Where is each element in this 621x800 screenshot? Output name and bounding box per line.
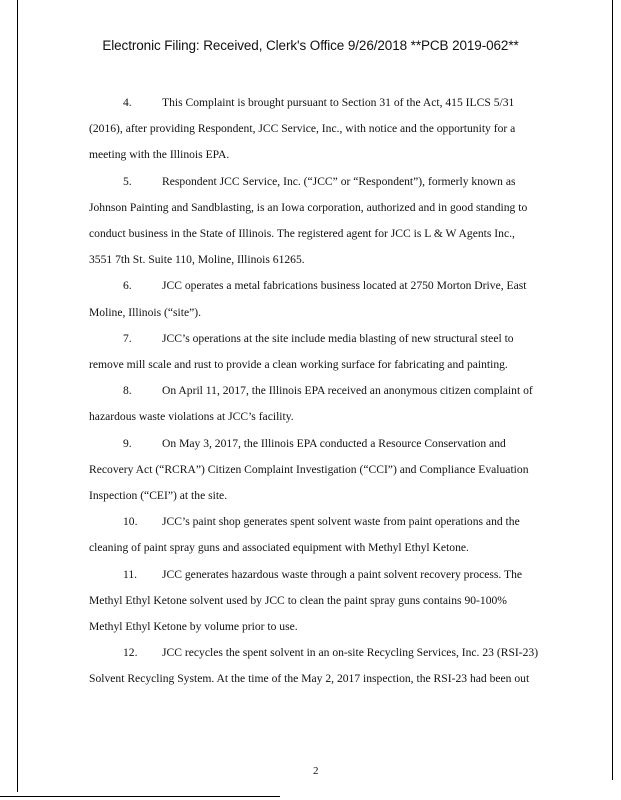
paragraph-line: Methyl Ethyl Ketone solvent used by JCC to clean the paint spray guns contains 90-100%: [89, 593, 507, 607]
paragraph-line: (2016), after providing Respondent, JCC Service, Inc., with notice and the opportunity for a: [89, 122, 516, 136]
scan-border-right: [612, 0, 613, 780]
paragraph-line: Respondent JCC Service, Inc. (“JCC” or “Respondent”), formerly known as: [162, 174, 516, 188]
paragraph-number: 6.: [123, 279, 132, 293]
paragraph-line: remove mill scale and rust to provide a clean working surface for fabricating and painting.: [89, 358, 508, 371]
paragraph-line: Moline, Illinois (“site”).: [89, 305, 202, 319]
paragraph-line: 3551 7th St. Suite 110, Moline, Illinois 61265.: [89, 253, 305, 267]
paragraph-line: Solvent Recycling System. At the time of the May 2, 2017 inspection, the RSI-23 had been out: [89, 672, 530, 686]
filing-header: Electronic Filing: Received, Clerk's Office 9/26/2018 **PCB 2019-062**: [102, 38, 519, 53]
paragraph-number: 7.: [123, 331, 132, 345]
paragraph-number: 9.: [123, 436, 132, 450]
paragraph-line: Inspection (“CEI”) at the site.: [89, 489, 228, 502]
scan-border-bottom: [0, 796, 280, 797]
paragraph-line: JCC generates hazardous waste through a paint solvent recovery process. The: [162, 567, 523, 581]
paragraph-line: hazardous waste violations at JCC’s facility.: [89, 410, 294, 424]
paragraph-number: 4.: [123, 96, 132, 109]
paragraph-line: On April 11, 2017, the Illinois EPA received an anonymous citizen complaint of: [162, 384, 533, 398]
paragraph-line: Methyl Ethyl Ketone by volume prior to use.: [89, 620, 298, 633]
paragraph-number: 11.: [123, 567, 138, 581]
paragraph-line: JCC’s operations at the site include media blasting of new structural steel to: [162, 331, 514, 345]
paragraph-line: This Complaint is brought pursuant to Section 31 of the Act, 415 ILCS 5/31: [162, 96, 515, 109]
paragraph-line: meeting with the Illinois EPA.: [89, 148, 230, 162]
paragraph-line: JCC recycles the spent solvent in an on-site Recycling Services, Inc. 23 (RSI-23): [162, 646, 539, 660]
paragraph-number: 10.: [123, 515, 138, 529]
paragraph-number: 5.: [123, 174, 132, 188]
paragraph-line: cleaning of paint spray guns and associated equipment with Methyl Ethyl Ketone.: [89, 541, 469, 555]
paragraph-number: 12.: [123, 646, 138, 660]
paragraph-line: JCC operates a metal fabrications business located at 2750 Morton Drive, East: [162, 279, 527, 293]
paragraph-line: conduct business in the State of Illinois. The registered agent for JCC is L & W Agents Inc.,: [89, 227, 515, 240]
paragraph-number: 8.: [123, 384, 132, 398]
paragraph-line: JCC’s paint shop generates spent solvent waste from paint operations and the: [162, 515, 520, 529]
page-number: 2: [313, 765, 319, 777]
paragraph-line: Recovery Act (“RCRA”) Citizen Complaint Investigation (“CCI”) and Compliance Evaluation: [89, 462, 529, 476]
paragraph-line: On May 3, 2017, the Illinois EPA conducted a Resource Conservation and: [162, 436, 506, 450]
scan-border-left: [17, 0, 18, 792]
paragraph-line: Johnson Painting and Sandblasting, is an Iowa corporation, authorized and in good standing to: [89, 200, 528, 214]
